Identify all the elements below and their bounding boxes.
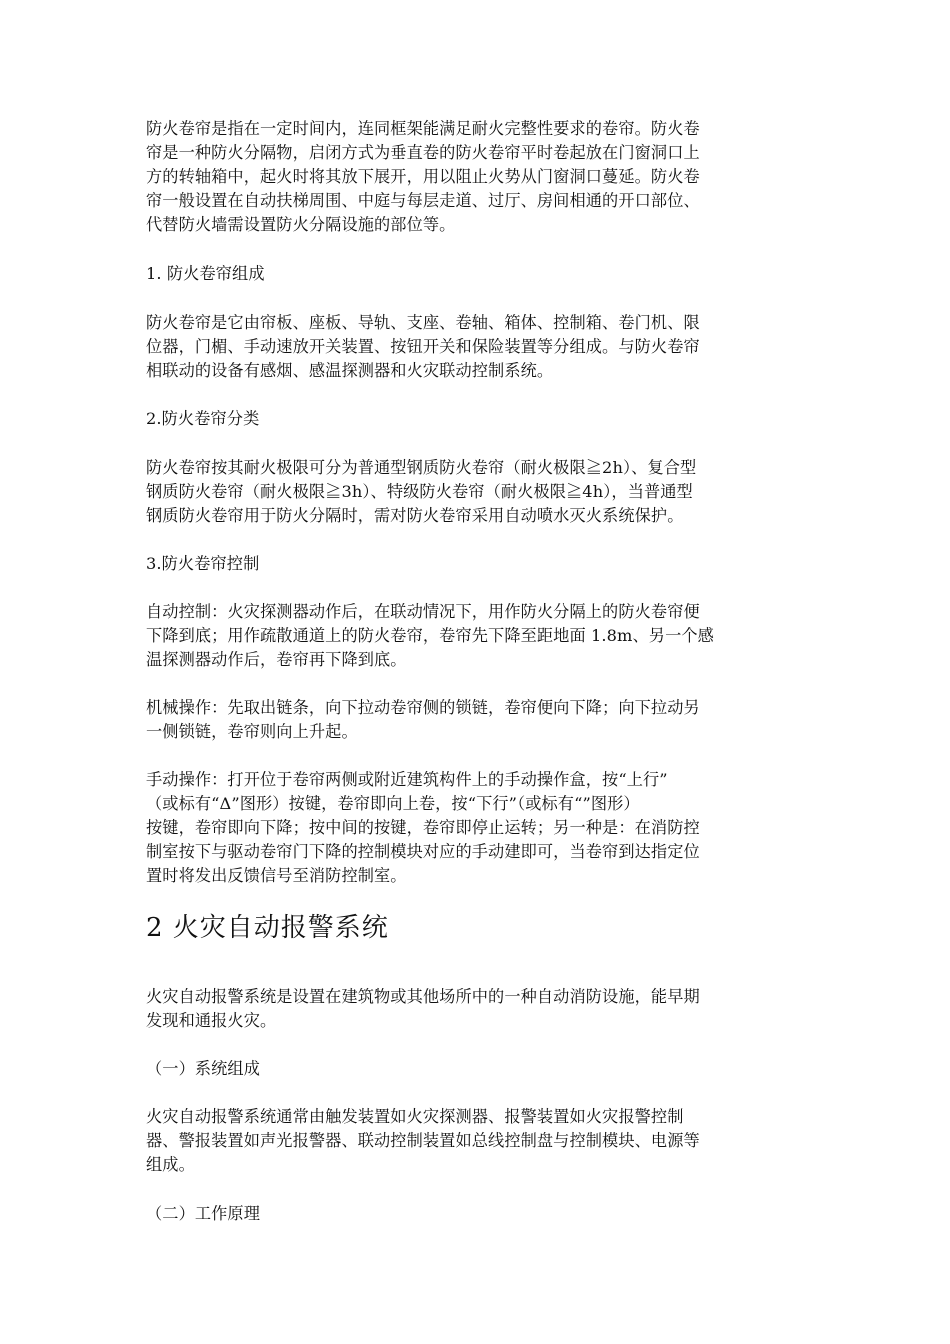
text-line: 手动操作：打开位于卷帘两侧或附近建筑构件上的手动操作盒，按“上行”: [146, 770, 668, 789]
text-line: 钢质防火卷帘用于防火分隔时，需对防火卷帘采用自动喷水灭火系统保护。: [146, 506, 684, 525]
text-line: 位器，门楣、手动速放开关装置、按钮开关和保险装置等分组成。与防火卷帘: [146, 337, 700, 356]
classification-paragraph: [146, 456, 806, 528]
fire-alarm-intro-paragraph: [146, 985, 806, 1033]
text-line: 火灾自动报警系统通常由触发装置如火灾探测器、报警装置如火灾报警控制: [146, 1107, 684, 1126]
subheading-classification: [146, 407, 806, 431]
text-line: 方的转轴箱中，起火时将其放下展开，用以阻止火势从门窗洞口蔓延。防火卷: [146, 167, 700, 186]
text-line: 发现和通报火灾。: [146, 1011, 277, 1030]
text-line: 一侧锁链，卷帘则向上升起。: [146, 722, 358, 741]
text-line: 下降到底；用作疏散通道上的防火卷帘，卷帘先下降至距地面 1.8m、另一个感: [146, 626, 714, 645]
text-line: 制室按下与驱动卷帘门下降的控制模块对应的手动建即可，当卷帘到达指定位: [146, 842, 700, 861]
text-line: 自动控制：火灾探测器动作后，在联动情况下，用作防火分隔上的防火卷帘便: [146, 602, 700, 621]
text-line: 组成。: [146, 1155, 195, 1174]
text-line: 按键，卷帘即向下降；按中间的按键，卷帘即停止运转；另一种是：在消防控: [146, 818, 700, 837]
text-line: 置时将发出反馈信号至消防控制室。: [146, 866, 407, 885]
subheading-text: 1. 防火卷帘组成: [146, 264, 265, 283]
manual-operation-paragraph: [146, 768, 806, 888]
fire-shutter-intro-paragraph: [146, 117, 806, 237]
subheading-text: （一）系统组成: [146, 1059, 261, 1078]
subheading-text: （二）工作原理: [146, 1204, 261, 1223]
mechanical-operation-paragraph: [146, 696, 806, 744]
subheading-text: 3.防火卷帘控制: [146, 554, 260, 573]
text-line: 机械操作：先取出链条，向下拉动卷帘侧的锁链，卷帘便向下降；向下拉动另: [146, 698, 700, 717]
text-line: 防火卷帘是它由帘板、座板、导轨、支座、卷轴、箱体、控制箱、卷门机、限: [146, 313, 700, 332]
subheading-control: [146, 552, 806, 576]
text-line: 防火卷帘是指在一定时间内，连同框架能满足耐火完整性要求的卷帘。防火卷: [146, 119, 700, 138]
subheading-composition: [146, 262, 806, 286]
text-line: 器、警报装置如声光报警器、联动控制装置如总线控制盘与控制模块、电源等: [146, 1131, 700, 1150]
text-line: 钢质防火卷帘（耐火极限≧3h）、特级防火卷帘（耐火极限≧4h），当普通型: [146, 482, 693, 501]
subheading-system-composition: [146, 1057, 806, 1081]
text-line: 代替防火墙需设置防火分隔设施的部位等。: [146, 215, 456, 234]
section-heading-fire-alarm-system: 2 火灾自动报警系统: [146, 913, 389, 943]
text-line: 相联动的设备有感烟、感温探测器和火灾联动控制系统。: [146, 361, 554, 380]
auto-control-paragraph: [146, 600, 806, 672]
text-line: 火灾自动报警系统是设置在建筑物或其他场所中的一种自动消防设施，能早期: [146, 987, 700, 1006]
subheading-working-principle: [146, 1202, 806, 1226]
text-line: 帘一般设置在自动扶梯周围、中庭与每层走道、过厅、房间相通的开口部位、: [146, 191, 700, 210]
text-line: 防火卷帘按其耐火极限可分为普通型钢质防火卷帘（耐火极限≧2h）、复合型: [146, 458, 697, 477]
text-line: 温探测器动作后，卷帘再下降到底。: [146, 650, 407, 669]
composition-paragraph: [146, 311, 806, 383]
text-line: （或标有“Δ”图形）按键，卷帘即向上卷，按“下行”（或标有“”图形）: [146, 794, 640, 813]
system-composition-paragraph: [146, 1105, 806, 1177]
subheading-text: 2.防火卷帘分类: [146, 409, 260, 428]
text-line: 帘是一种防火分隔物，启闭方式为垂直卷的防火卷帘平时卷起放在门窗洞口上: [146, 143, 700, 162]
